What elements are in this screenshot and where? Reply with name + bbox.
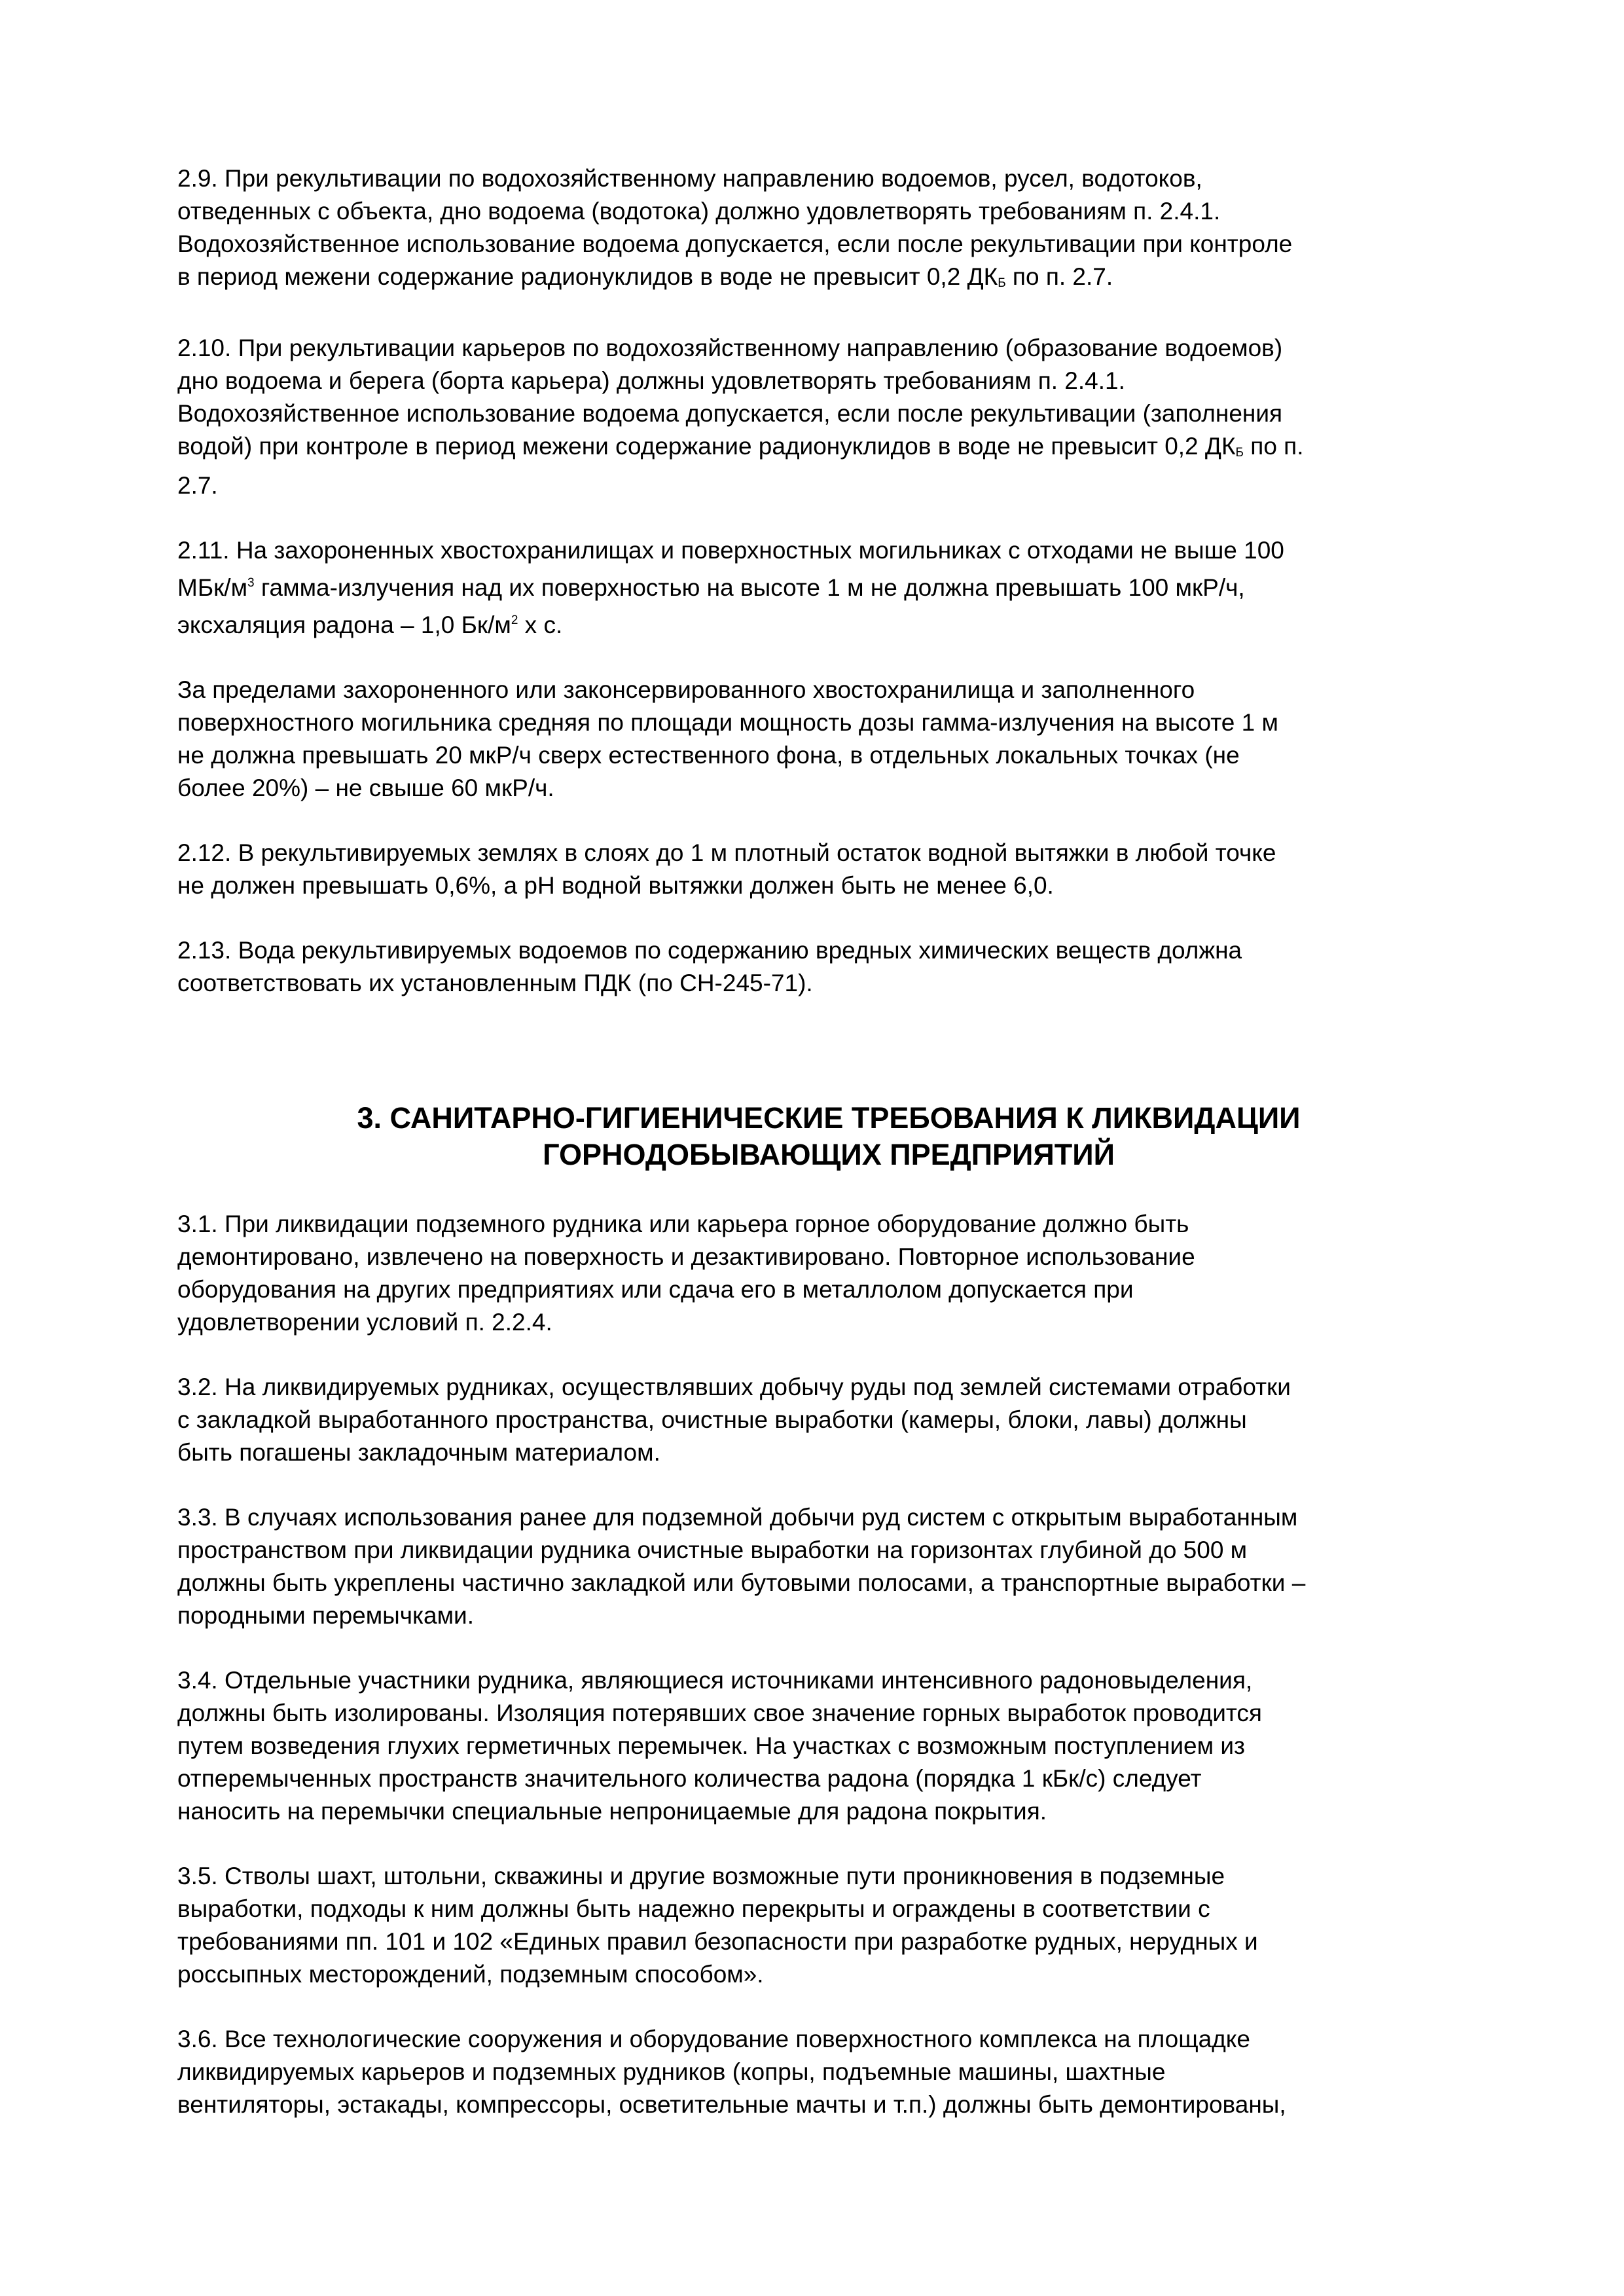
text-line: более 20%) – не свыше 60 мкР/ч. (177, 774, 554, 801)
document-page (177, 162, 1480, 2153)
text-line: 3.2. На ликвидируемых рудниках, осуществлявших добычу руды под землей системами отработки (177, 1374, 1291, 1400)
text-line: дно водоема и берега (борта карьера) должны удовлетворять требованиям п. 2.4.1. (177, 367, 1125, 394)
text-fragment: гамма-излучения над их поверхностью на высоте 1 м не должна превышать 100 мкР/ч, (254, 574, 1245, 601)
text-fragment: водой) при контроле в период межени содержание радионуклидов в воде не превысит 0,2 ДК (177, 433, 1236, 460)
text-fragment: в период межени содержание радионуклидов в воде не превысит 0,2 ДК (177, 263, 998, 290)
text-line: демонтировано, извлечено на поверхность и дезактивировано. Повторное использование (177, 1243, 1195, 1270)
paragraph-3-2 (177, 1371, 1480, 1469)
text-line: быть погашены закладочным материалом. (177, 1439, 660, 1466)
text-line: За пределами захороненного или законсервированного хвостохранилища и заполненного (177, 676, 1195, 703)
text-line: оборудования на других предприятиях или сдача его в металлолом допускается при (177, 1276, 1134, 1303)
text-line: 3.4. Отдельные участники рудника, являющиеся источниками интенсивного радоновыделения, (177, 1667, 1253, 1694)
text-fragment: по п. 2.7. (1005, 263, 1113, 290)
paragraph-3-4 (177, 1664, 1480, 1828)
text-line: ликвидируемых карьеров и подземных рудников (копры, подъемные машины, шахтные (177, 2058, 1166, 2085)
paragraph-2-12 (177, 837, 1480, 902)
text-line: 3.5. Стволы шахт, штольни, скважины и другие возможные пути проникновения в подземные (177, 1863, 1225, 1889)
text-line: удовлетворении условий п. 2.2.4. (177, 1309, 552, 1336)
heading-line: ГОРНОДОБЫВАЮЩИХ ПРЕДПРИЯТИЙ (543, 1138, 1115, 1171)
paragraph-3-6 (177, 2023, 1480, 2121)
text-line (177, 604, 1480, 642)
paragraph-3-3 (177, 1501, 1480, 1632)
text-line: россыпных месторождений, подземным способом». (177, 1961, 764, 1988)
paragraph-2-11-continued (177, 674, 1480, 805)
text-line (177, 567, 1480, 604)
text-line: Водохозяйственное использование водоема допускается, если после рекультивации при контроле (177, 230, 1293, 257)
text-line: 2.12. В рекультивируемых землях в слоях до 1 м плотный остаток водной вытяжки в любой точке (177, 839, 1276, 866)
text-line: отперемыченных пространств значительного количества радона (порядка 1 кБк/с) следует (177, 1765, 1202, 1792)
subscript: Б (1235, 446, 1244, 460)
text-line: 2.7. (177, 472, 218, 499)
paragraph-2-11 (177, 534, 1480, 642)
text-line (177, 430, 1480, 469)
text-line: путем возведения глухих герметичных перемычек. На участках с возможным поступлением из (177, 1732, 1245, 1759)
text-line: 3.6. Все технологические сооружения и оборудование поверхностного комплекса на площадке (177, 2026, 1250, 2052)
text-fragment: эксхаляция радона – 1,0 Бк/м (177, 611, 511, 638)
text-line: с закладкой выработанного пространства, очистные выработки (камеры, блоки, лавы) должны (177, 1406, 1247, 1433)
heading-line: 3. САНИТАРНО-ГИГИЕНИЧЕСКИЕ ТРЕБОВАНИЯ К ЛИКВИДАЦИИ (357, 1101, 1301, 1135)
text-line: породными перемычками. (177, 1602, 474, 1629)
text-line: требованиями пп. 101 и 102 «Единых правил безопасности при разработке рудных, нерудных и (177, 1928, 1258, 1955)
paragraph-2-13 (177, 934, 1480, 1000)
text-line: должны быть укреплены частично закладкой или бутовыми полосами, а транспортные выработки – (177, 1569, 1306, 1596)
text-line: 2.9. При рекультивации по водохозяйственному направлению водоемов, русел, водотоков, (177, 165, 1202, 192)
text-line: вентиляторы, эстакады, компрессоры, осветительные мачты и т.п.) должны быть демонтированы, (177, 2091, 1286, 2118)
text-line: соответствовать их установленным ПДК (по СН-245-71). (177, 970, 813, 996)
text-line: 2.11. На захороненных хвостохранилищах и поверхностных могильниках с отходами не выше 100 (177, 537, 1284, 564)
text-line: выработки, подходы к ним должны быть надежно перекрыты и ограждены в соответствии с (177, 1895, 1210, 1922)
text-line: не должна превышать 20 мкР/ч сверх естественного фона, в отдельных локальных точках (не (177, 742, 1240, 769)
text-line: 2.13. Вода рекультивируемых водоемов по содержанию вредных химических веществ должна (177, 937, 1242, 964)
text-line: 3.1. При ликвидации подземного рудника или карьера горное оборудование должно быть (177, 1211, 1189, 1237)
text-line: Водохозяйственное использование водоема допускается, если после рекультивации (заполнения (177, 400, 1283, 427)
text-fragment: МБк/м (177, 574, 248, 601)
text-line: должны быть изолированы. Изоляция потерявших свое значение горных выработок проводится (177, 1700, 1262, 1726)
paragraph-3-1 (177, 1208, 1480, 1339)
text-line (177, 261, 1480, 300)
paragraph-2-9 (177, 162, 1480, 300)
text-line: наносить на перемычки специальные непроницаемые для радона покрытия. (177, 1798, 1047, 1825)
text-line: не должен превышать 0,6%, а pH водной вытяжки должен быть не менее 6,0. (177, 872, 1054, 899)
text-line: 3.3. В случаях использования ранее для подземной добычи руд систем с открытым выработанным (177, 1504, 1298, 1531)
text-fragment: по п. (1244, 433, 1304, 460)
text-line: поверхностного могильника средняя по площади мощность дозы гамма-излучения на высоте 1 м (177, 709, 1278, 736)
section-heading (177, 1100, 1480, 1173)
text-line: 2.10. При рекультивации карьеров по водохозяйственному направлению (образование водоемов) (177, 335, 1283, 361)
superscript: 2 (511, 613, 518, 627)
superscript: 3 (247, 576, 255, 590)
paragraph-2-10 (177, 332, 1480, 502)
text-line: пространством при ликвидации рудника очистные выработки на горизонтах глубиной до 500 м (177, 1537, 1248, 1563)
text-line: отведенных с объекта, дно водоема (водотока) должно удовлетворять требованиям п. 2.4.1. (177, 198, 1221, 225)
subscript: Б (998, 276, 1006, 290)
text-fragment: х с. (518, 611, 563, 638)
paragraph-3-5 (177, 1860, 1480, 1991)
